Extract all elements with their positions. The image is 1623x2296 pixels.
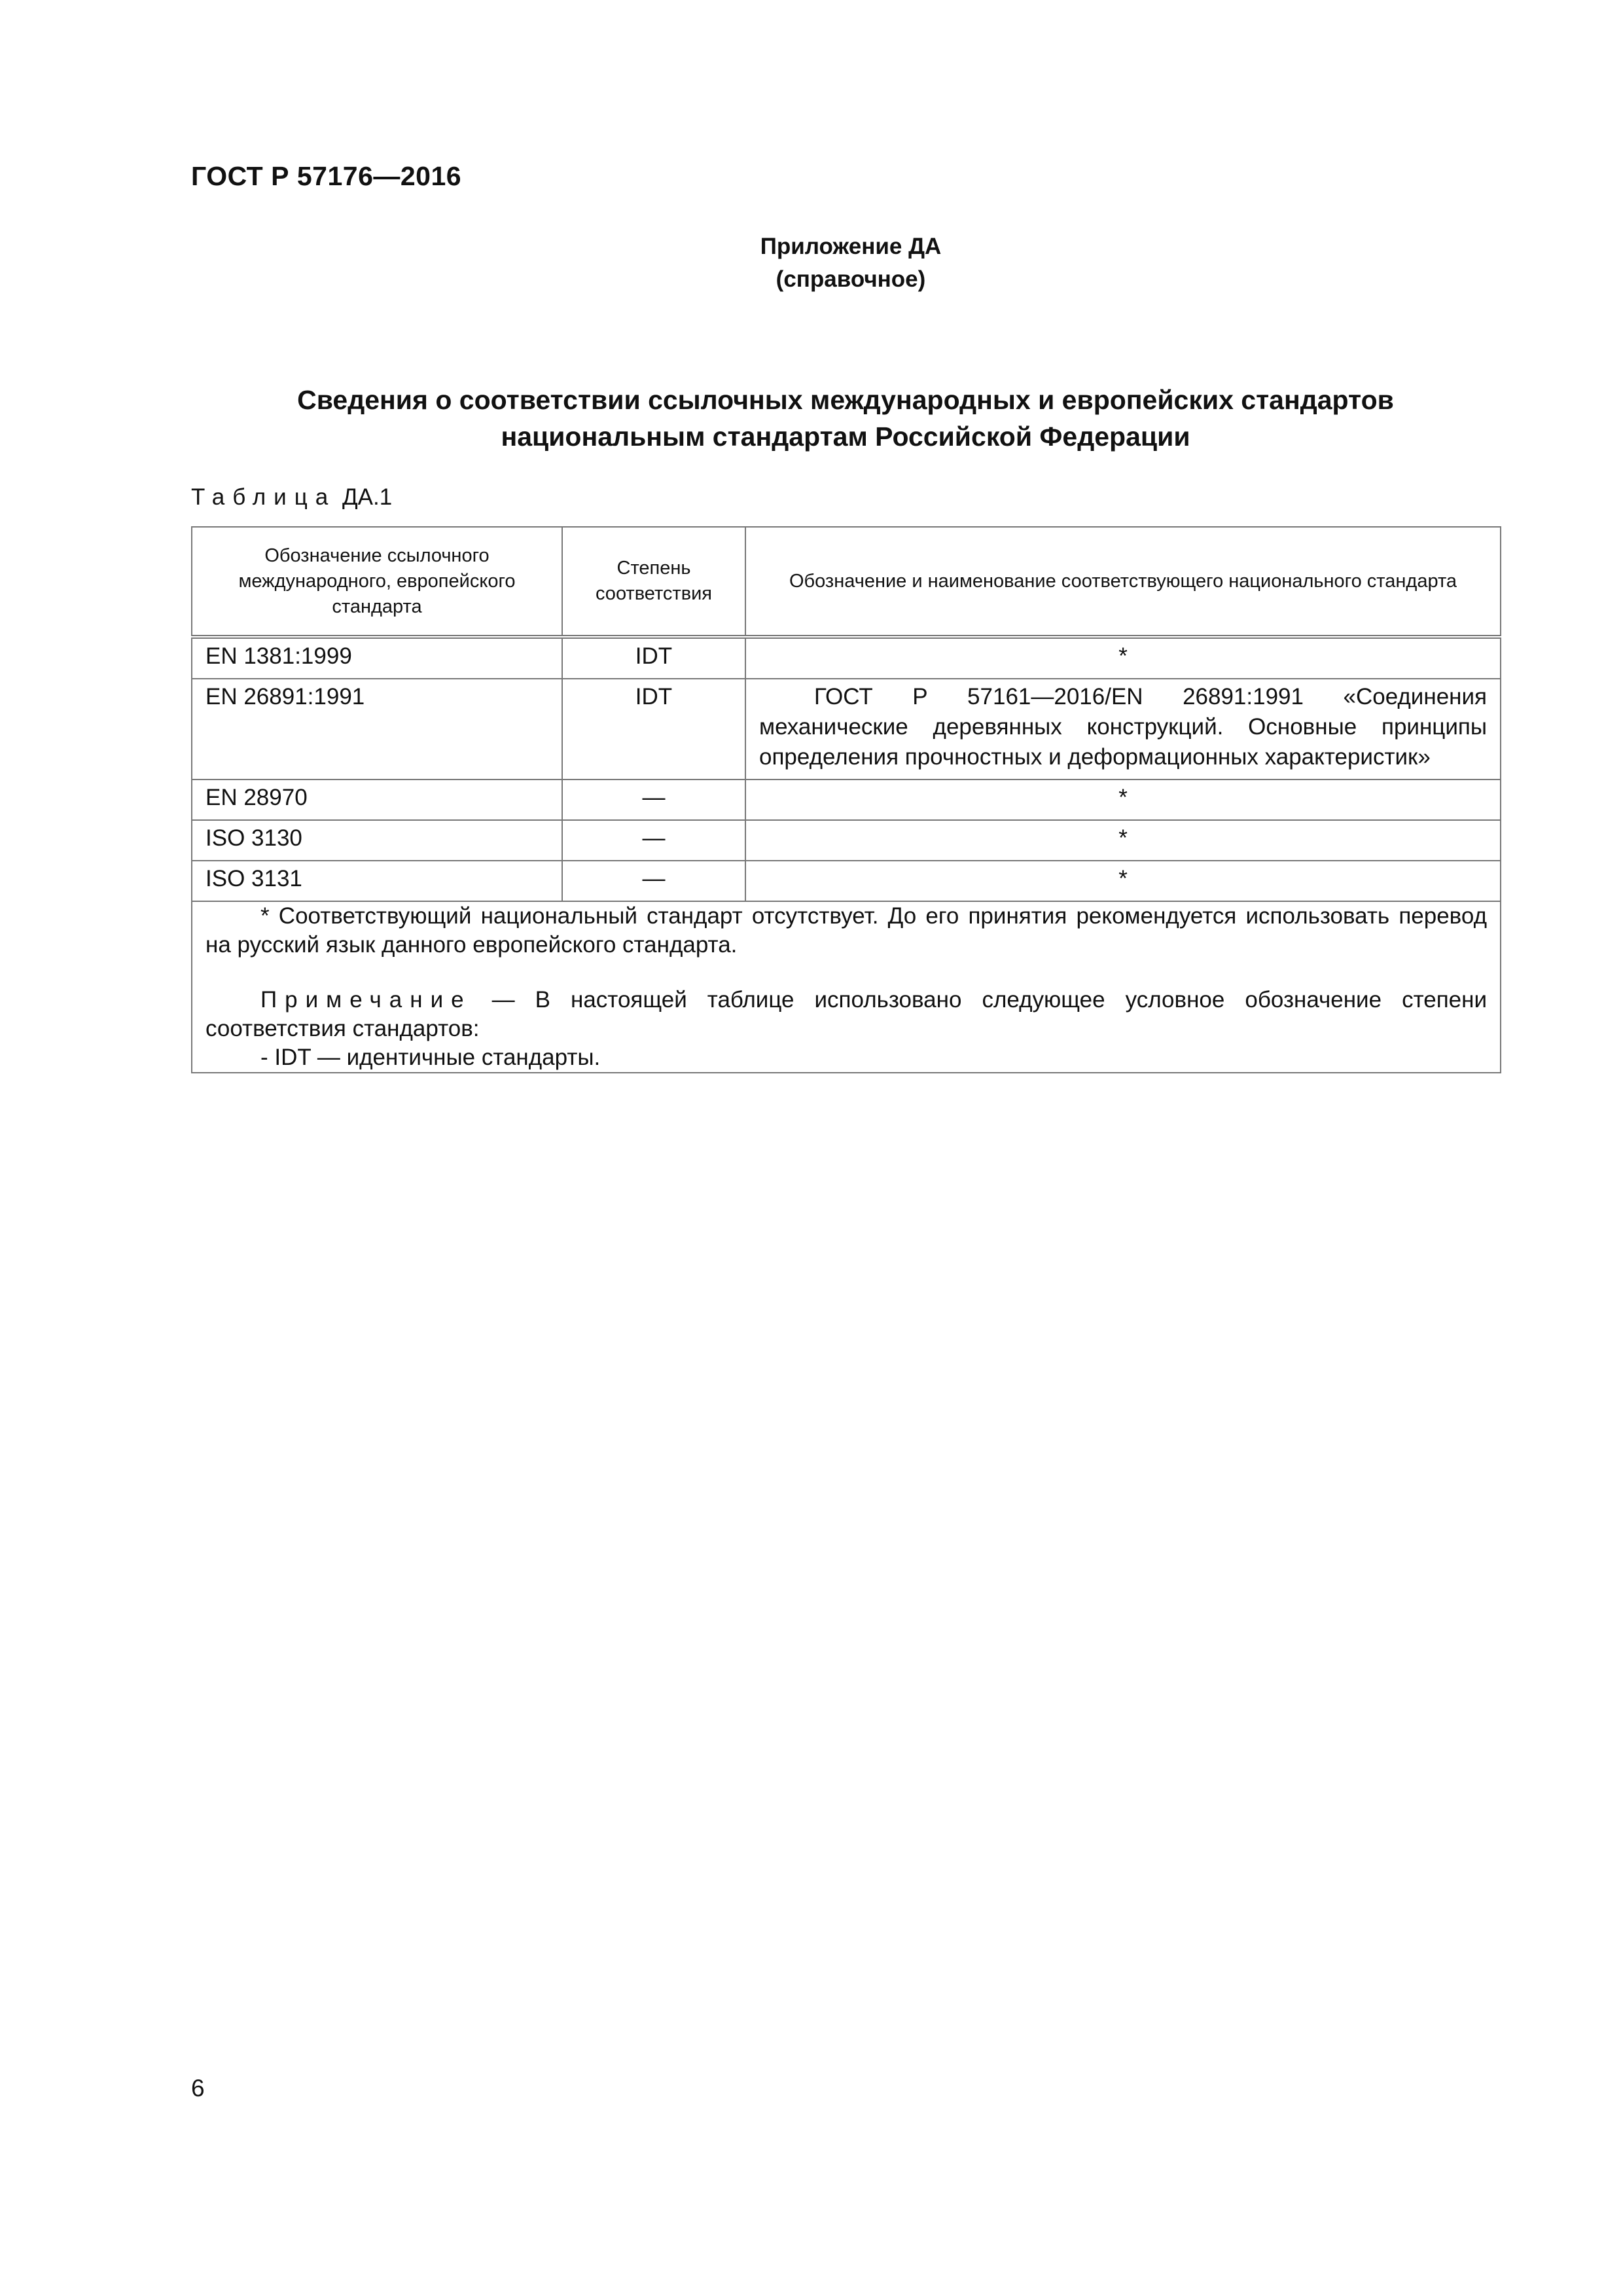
correspondence-table [191, 526, 1501, 1073]
cell-degree: IDT [562, 637, 745, 679]
cell-reference: ISO 3131 [192, 861, 562, 901]
cell-reference: EN 26891:1991 [192, 679, 562, 780]
note-label: Примечание [260, 987, 472, 1013]
cell-degree: — [562, 780, 745, 820]
table-row [192, 780, 1501, 820]
cell-national: * [745, 637, 1501, 679]
table-caption [191, 484, 392, 511]
header-national-standard: Обозначение и наименование соответствующего национального стандарта [745, 527, 1501, 637]
note-text: — В настоящей таблице использовано следующее условное обозначение степени соответствия стандартов: [205, 987, 1487, 1041]
table-caption-word: Таблица [191, 484, 336, 510]
table-notes [192, 901, 1501, 1073]
cell-degree: IDT [562, 679, 745, 780]
table-notes-row [192, 901, 1501, 1073]
table-row [192, 820, 1501, 861]
cell-reference: EN 28970 [192, 780, 562, 820]
heading-line-2: национальным стандартам Российской Федерации [501, 422, 1190, 452]
cell-reference: EN 1381:1999 [192, 637, 562, 679]
appendix-title: Приложение ДА [760, 234, 942, 259]
cell-national: * [745, 780, 1501, 820]
note-item: - IDT — идентичные стандарты. [260, 1045, 601, 1070]
heading-line-1: Сведения о соответствии ссылочных международных и европейских стандартов [297, 385, 1394, 415]
header-reference-standard: Обозначение ссылочного международного, европейского стандарта [192, 527, 562, 637]
appendix-header [720, 230, 982, 296]
cell-degree: — [562, 861, 745, 901]
section-heading [191, 382, 1500, 455]
header-degree: Степень соответствия [562, 527, 745, 637]
table-row [192, 679, 1501, 780]
table-footnote: * Соответствующий национальный стандарт отсутствует. До его принятия рекомендуется использовать перевод на русский язык данного европейского стандарта. [205, 903, 1487, 958]
cell-reference: ISO 3130 [192, 820, 562, 861]
table-note [205, 986, 1487, 1043]
table-header-row [192, 527, 1501, 637]
table-row [192, 861, 1501, 901]
table-row [192, 637, 1501, 679]
cell-national: ГОСТ Р 57161—2016/EN 26891:1991 «Соединения механические деревянных конструкций. Основные принципы определения прочностных и деформационных характеристик» [745, 679, 1501, 780]
cell-national: * [745, 820, 1501, 861]
table-caption-number: ДА.1 [342, 484, 393, 510]
appendix-type: (справочное) [776, 266, 926, 292]
document-code: ГОСТ Р 57176—2016 [191, 161, 462, 191]
cell-degree: — [562, 820, 745, 861]
cell-national: * [745, 861, 1501, 901]
page-number: 6 [191, 2075, 205, 2102]
